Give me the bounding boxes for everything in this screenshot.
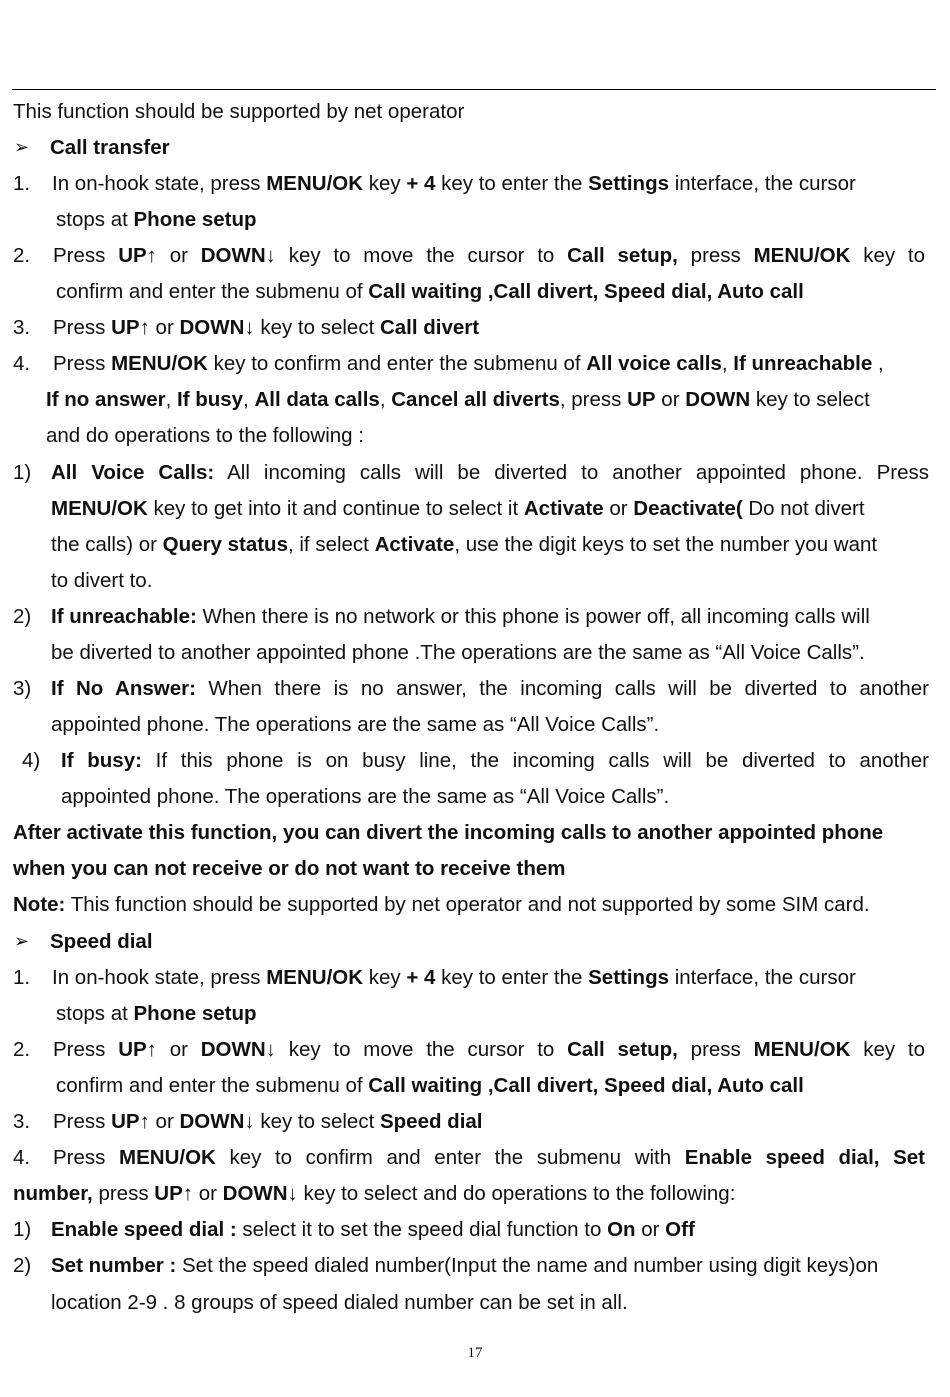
- bold-term: If busy: [177, 388, 244, 411]
- text-line: [0, 851, 950, 887]
- bold-term: All Voice Calls:: [51, 461, 215, 484]
- bold-term: Call setup,: [567, 244, 678, 267]
- header-rule: [12, 89, 936, 90]
- line-text: [51, 527, 877, 563]
- text-line: [0, 779, 950, 815]
- line-text: [53, 1140, 925, 1176]
- line-text: [46, 382, 870, 418]
- line-text: [46, 418, 364, 454]
- bold-term: MENU/OK: [753, 1038, 851, 1061]
- text-line: [0, 527, 950, 563]
- bold-term: All voice calls: [586, 352, 722, 375]
- line-text: [51, 491, 865, 527]
- text-line: [0, 455, 950, 491]
- text-run: confirm and enter the submenu of: [56, 280, 369, 303]
- text-run: ,: [243, 388, 255, 411]
- text-run: select it to set the speed dial function to: [236, 1218, 608, 1241]
- text-line: [0, 887, 950, 923]
- line-text: [53, 1032, 925, 1068]
- bold-term: MENU/OK: [51, 497, 148, 520]
- text-run: key to select: [750, 388, 870, 411]
- text-run: confirm and enter the submenu of: [56, 1074, 369, 1097]
- line-text: [51, 455, 929, 491]
- list-number: 3): [13, 677, 32, 700]
- bold-term: After activate this function, you can divert the incoming calls to another appointed phone: [13, 821, 884, 844]
- text-run: Press: [53, 1110, 112, 1133]
- bold-term: Enable speed dial, Set: [684, 1146, 925, 1169]
- bold-term: Off: [665, 1218, 695, 1241]
- text-run: key to enter the: [435, 966, 589, 989]
- bold-term: Enable speed dial :: [51, 1218, 237, 1241]
- text-line: [0, 1068, 950, 1104]
- line-text: [13, 94, 464, 130]
- text-run: key to confirm and enter the submenu of: [207, 352, 587, 375]
- text-line: [0, 924, 950, 960]
- bold-term: If busy:: [61, 749, 142, 772]
- text-line: [0, 310, 950, 346]
- bold-term: If unreachable: [733, 352, 873, 375]
- text-run: or: [655, 388, 686, 411]
- line-text: [53, 1104, 483, 1140]
- text-run: Press: [53, 316, 112, 339]
- text-line: [0, 418, 950, 454]
- line-text: [56, 996, 257, 1032]
- bold-term: Call divert: [379, 316, 480, 339]
- bold-term: DOWN↓: [179, 316, 255, 339]
- bold-term: Note:: [13, 893, 66, 916]
- text-run: All incoming calls will be diverted to another appointed phone. Press: [214, 461, 929, 484]
- line-text: [53, 238, 925, 274]
- bold-term: MENU/OK: [266, 172, 364, 195]
- list-number: 2): [13, 605, 32, 628]
- line-text: [51, 635, 865, 671]
- bold-term: MENU/OK: [266, 966, 364, 989]
- text-line: [0, 274, 950, 310]
- text-run: ,: [165, 388, 178, 411]
- line-text: [50, 130, 170, 166]
- bold-term: Activate: [374, 533, 455, 556]
- text-run: or: [149, 316, 180, 339]
- line-text: [13, 1176, 735, 1212]
- text-line: [0, 635, 950, 671]
- line-text: [51, 671, 929, 707]
- text-run: Set the speed dialed number(Input the name and number using digit keys)on: [176, 1254, 879, 1277]
- text-line: [0, 1285, 950, 1321]
- bold-term: UP↑: [118, 244, 157, 267]
- bold-term: + 4: [406, 172, 436, 195]
- bold-term: Settings: [588, 966, 669, 989]
- text-run: or: [149, 1110, 180, 1133]
- line-text: [53, 310, 479, 346]
- bold-term: DOWN: [685, 388, 751, 411]
- text-line: [0, 94, 950, 130]
- text-run: interface, the cursor: [669, 966, 856, 989]
- text-run: or: [156, 244, 201, 267]
- list-number: 2): [13, 1254, 32, 1277]
- text-line: [0, 996, 950, 1032]
- text-run: location 2-9 . 8 groups of speed dialed number can be set in all.: [51, 1291, 628, 1314]
- text-run: , press: [559, 388, 628, 411]
- line-text: [13, 851, 565, 887]
- bold-term: Activate: [523, 497, 604, 520]
- text-run: appointed phone. The operations are the same as “All Voice Calls”.: [51, 713, 660, 736]
- line-text: [51, 563, 152, 599]
- bold-term: DOWN↓: [200, 244, 276, 267]
- text-line: [0, 1176, 950, 1212]
- text-run: This function should be supported by net operator: [13, 100, 465, 123]
- text-run: key to select: [254, 316, 380, 339]
- text-run: key to confirm and enter the submenu with: [215, 1146, 685, 1169]
- bold-term: If No Answer:: [51, 677, 196, 700]
- text-line: [0, 599, 950, 635]
- list-number: 4): [22, 749, 41, 772]
- text-run: , if select: [287, 533, 375, 556]
- line-text: [56, 202, 257, 238]
- text-line: [0, 1248, 950, 1284]
- text-line: [0, 1140, 950, 1176]
- text-run: key to: [850, 1038, 926, 1061]
- line-text: [13, 815, 883, 851]
- list-number: 4.: [13, 352, 31, 375]
- bold-term: when you can not receive or do not want to receive them: [13, 857, 566, 880]
- text-run: ,: [379, 388, 392, 411]
- text-run: When there is no answer, the incoming calls will be diverted to another: [195, 677, 930, 700]
- bold-term: All data calls: [254, 388, 380, 411]
- bold-term: Call transfer: [50, 136, 170, 159]
- text-line: [0, 815, 950, 851]
- text-run: key: [363, 966, 407, 989]
- bold-term: UP↑: [154, 1182, 194, 1205]
- bold-term: DOWN↓: [222, 1182, 298, 1205]
- text-line: [0, 491, 950, 527]
- text-run: interface, the cursor: [669, 172, 856, 195]
- text-line: [0, 1032, 950, 1068]
- bold-term: UP↑: [111, 1110, 150, 1133]
- bold-term: Query status: [162, 533, 288, 556]
- text-run: be diverted to another appointed phone .The operations are the same as “All Voice Calls”.: [51, 641, 865, 664]
- text-run: If this phone is on busy line, the incoming calls will be diverted to another: [141, 749, 929, 772]
- text-line: [0, 130, 950, 166]
- text-run: Press: [53, 244, 119, 267]
- text-line: [0, 346, 950, 382]
- bold-term: Set number :: [51, 1254, 177, 1277]
- text-line: [0, 1212, 950, 1248]
- text-run: stops at: [56, 1002, 134, 1025]
- arrow-bullet-icon: ➢: [14, 931, 30, 952]
- text-run: In on-hook state, press: [52, 966, 267, 989]
- text-run: or: [635, 1218, 666, 1241]
- text-run: In on-hook state, press: [52, 172, 267, 195]
- line-text: [52, 960, 856, 996]
- text-run: , use the digit keys to set the number you want: [454, 533, 878, 556]
- text-line: [0, 202, 950, 238]
- bold-term: If no answer: [46, 388, 166, 411]
- bold-term: Cancel all diverts: [391, 388, 560, 411]
- list-number: 3.: [13, 1110, 31, 1133]
- line-text: [51, 1212, 695, 1248]
- list-number: 4.: [13, 1146, 31, 1169]
- list-number: 2.: [13, 244, 31, 267]
- list-number: 2.: [13, 1038, 31, 1061]
- text-line: [0, 1104, 950, 1140]
- bold-term: If unreachable:: [51, 605, 197, 628]
- list-number: 1): [13, 461, 32, 484]
- line-text: [56, 274, 804, 310]
- bold-term: Settings: [588, 172, 669, 195]
- text-run: and do operations to the following :: [46, 424, 364, 447]
- arrow-bullet-icon: ➢: [14, 137, 30, 158]
- bold-term: MENU/OK: [753, 244, 851, 267]
- bold-term: On: [607, 1218, 636, 1241]
- bold-term: DOWN↓: [200, 1038, 276, 1061]
- bold-term: Deactivate(: [633, 497, 743, 520]
- text-line: [0, 166, 950, 202]
- bold-term: MENU/OK: [119, 1146, 216, 1169]
- line-text: [50, 924, 153, 960]
- line-text: [13, 887, 870, 923]
- bold-term: Speed dial: [50, 930, 153, 953]
- bold-term: Call waiting ,Call divert, Speed dial, Auto call: [368, 1074, 804, 1097]
- text-run: to divert to.: [51, 569, 153, 592]
- text-run: When there is no network or this phone is power off, all incoming calls will: [196, 605, 870, 628]
- text-run: ,: [721, 352, 734, 375]
- text-line: [0, 238, 950, 274]
- text-run: This function should be supported by net operator and not supported by some SIM card.: [65, 893, 870, 916]
- line-text: [51, 1285, 628, 1321]
- text-run: press: [677, 1038, 754, 1061]
- text-run: key to select: [254, 1110, 380, 1133]
- list-number: 1): [13, 1218, 32, 1241]
- line-text: [53, 346, 884, 382]
- text-run: key to enter the: [435, 172, 589, 195]
- text-run: or: [156, 1038, 201, 1061]
- bold-term: Call waiting ,Call divert, Speed dial, Auto call: [368, 280, 804, 303]
- text-run: key to get into it and continue to select it: [147, 497, 524, 520]
- list-number: 1.: [13, 172, 31, 195]
- bold-term: DOWN↓: [179, 1110, 255, 1133]
- text-run: key to: [850, 244, 926, 267]
- line-text: [61, 779, 669, 815]
- text-line: [0, 707, 950, 743]
- text-line: [0, 960, 950, 996]
- page-number: 17: [467, 1345, 483, 1361]
- bold-term: + 4: [406, 966, 436, 989]
- bold-term: Speed dial: [379, 1110, 483, 1133]
- line-text: [51, 599, 870, 635]
- text-run: key to move the cursor to: [275, 244, 568, 267]
- text-run: stops at: [56, 208, 134, 231]
- line-text: [61, 743, 929, 779]
- text-line: [0, 382, 950, 418]
- bold-term: Phone setup: [133, 1002, 257, 1025]
- text-run: press: [92, 1182, 155, 1205]
- text-line: [0, 563, 950, 599]
- text-run: the calls) or: [51, 533, 163, 556]
- bold-term: UP↑: [111, 316, 150, 339]
- text-run: Press: [53, 352, 112, 375]
- line-text: [56, 1068, 804, 1104]
- line-text: [52, 166, 856, 202]
- bold-term: number,: [13, 1182, 93, 1205]
- text-run: appointed phone. The operations are the same as “All Voice Calls”.: [61, 785, 670, 808]
- line-text: [51, 707, 659, 743]
- text-run: or: [603, 497, 634, 520]
- text-run: press: [677, 244, 754, 267]
- list-number: 1.: [13, 966, 31, 989]
- bold-term: Call setup,: [567, 1038, 678, 1061]
- text-line: [0, 671, 950, 707]
- text-run: key: [363, 172, 407, 195]
- text-run: or: [193, 1182, 223, 1205]
- bold-term: UP: [627, 388, 656, 411]
- bold-term: Phone setup: [133, 208, 257, 231]
- text-run: Press: [53, 1038, 119, 1061]
- text-run: Do not divert: [742, 497, 865, 520]
- text-line: [0, 743, 950, 779]
- list-number: 3.: [13, 316, 31, 339]
- text-run: key to select and do operations to the following:: [297, 1182, 736, 1205]
- line-text: [51, 1248, 878, 1284]
- text-run: key to move the cursor to: [275, 1038, 568, 1061]
- bold-term: UP↑: [118, 1038, 157, 1061]
- text-run: Press: [53, 1146, 120, 1169]
- text-run: ,: [872, 352, 884, 375]
- bold-term: MENU/OK: [111, 352, 208, 375]
